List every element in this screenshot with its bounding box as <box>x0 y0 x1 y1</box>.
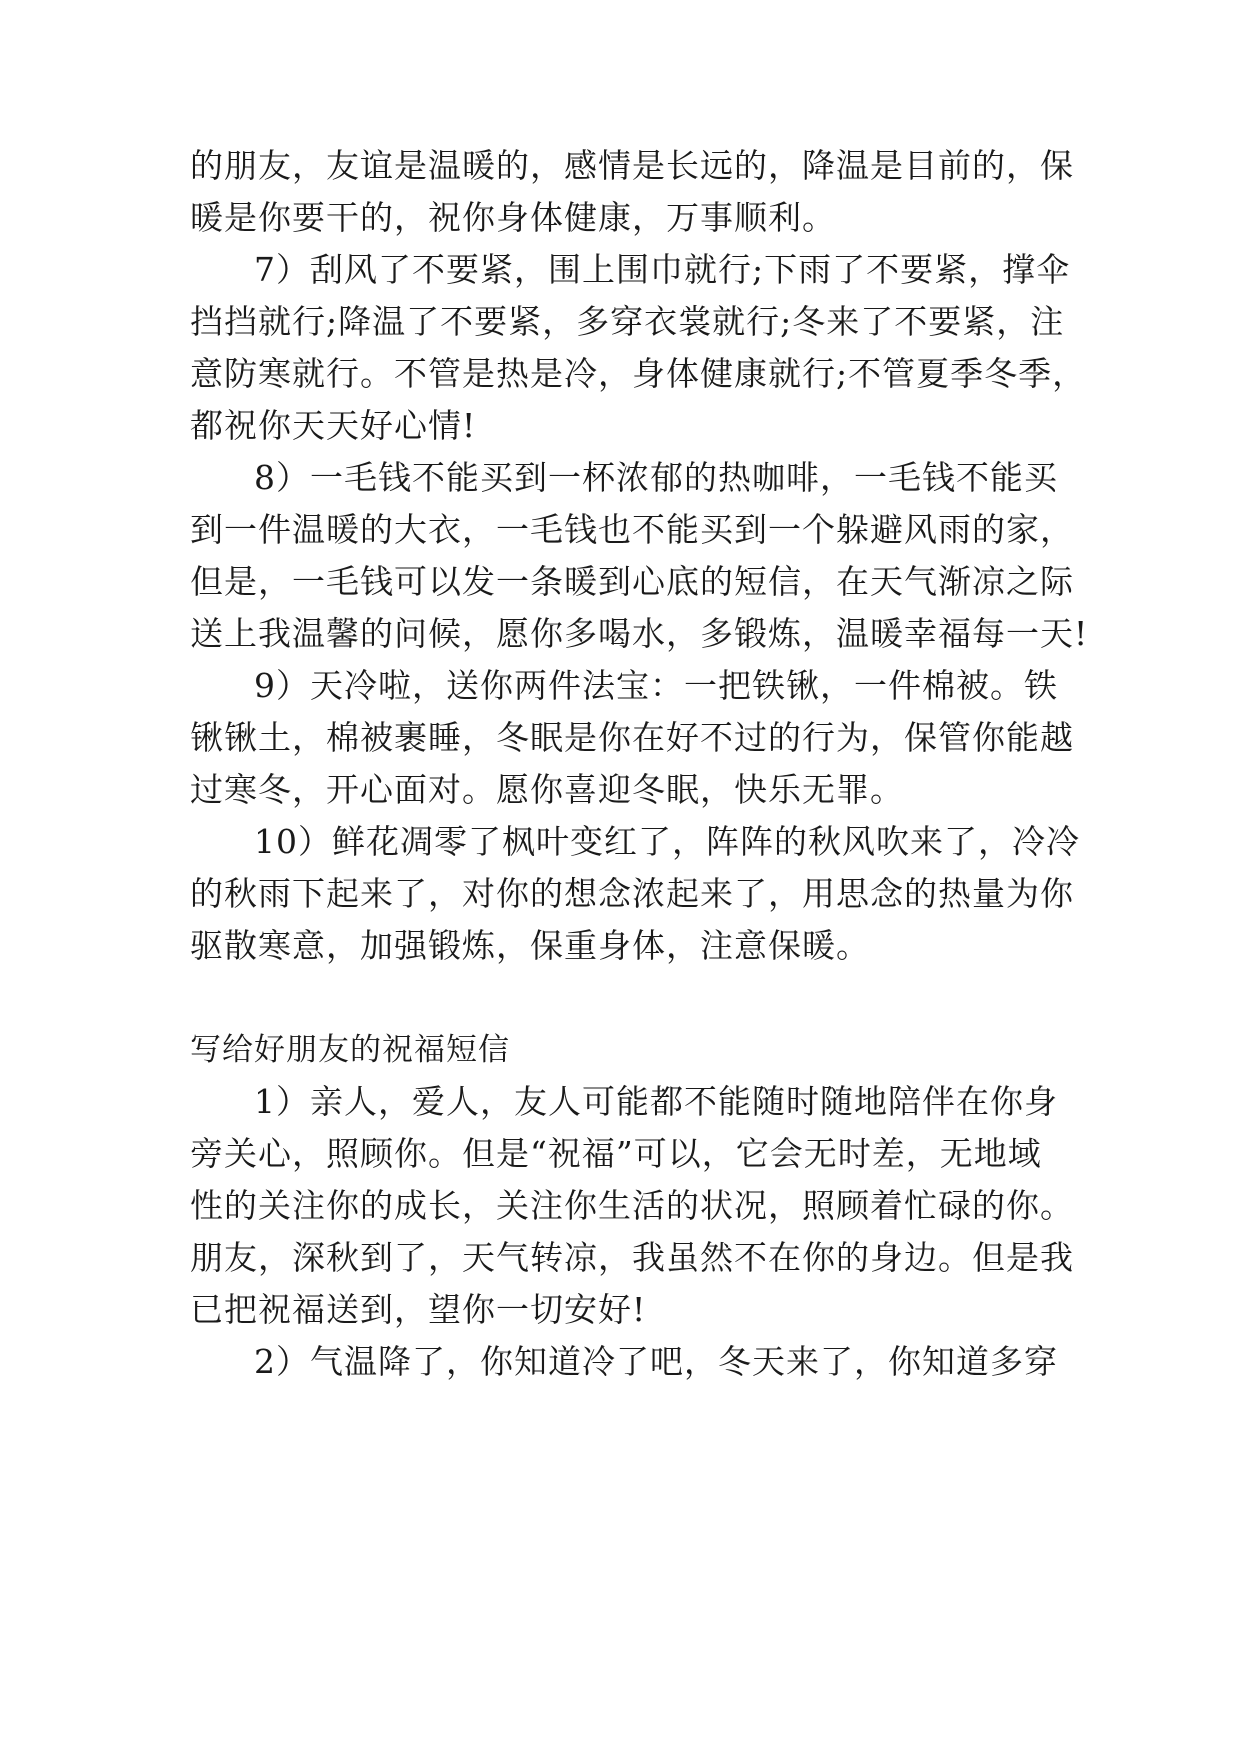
text-line: 但是，一毛钱可以发一条暖到心底的短信，在天气渐凉之际 <box>190 562 1074 601</box>
text-line: 挡挡就行;降温了不要紧，多穿衣裳就行;冬来了不要紧，注 <box>190 302 1065 341</box>
text-line: 到一件温暖的大衣，一毛钱也不能买到一个躲避风雨的家， <box>190 510 1074 549</box>
list-item-7-line: 7）刮风了不要紧，围上围巾就行;下雨了不要紧，撑伞 <box>254 250 1071 289</box>
section-heading: 写给好朋友的祝福短信 <box>190 1032 510 1068</box>
text-line: 朋友，深秋到了，天气转凉，我虽然不在你的身边。但是我 <box>190 1238 1074 1277</box>
list-item-10-line: 10）鲜花凋零了枫叶变红了，阵阵的秋风吹来了，冷冷 <box>254 822 1080 861</box>
list-item-1-line: 1）亲人，爱人，友人可能都不能随时随地陪伴在你身 <box>254 1082 1058 1121</box>
text-line: 都祝你天天好心情! <box>190 406 477 445</box>
list-item-2-line: 2）气温降了，你知道冷了吧，冬天来了，你知道多穿 <box>254 1342 1058 1381</box>
text-line: 锹锹土，棉被裹睡，冬眠是你在好不过的行为，保管你能越 <box>190 718 1074 757</box>
text-line: 驱散寒意，加强锻炼，保重身体，注意保暖。 <box>190 926 870 965</box>
text-line: 已把祝福送到，望你一切安好! <box>190 1290 647 1329</box>
text-line: 的秋雨下起来了，对你的想念浓起来了，用思念的热量为你 <box>190 874 1074 913</box>
text-line: 暖是你要干的，祝你身体健康，万事顺利。 <box>190 198 836 237</box>
text-line: 旁关心，照顾你。但是“祝福”可以，它会无时差，无地域 <box>190 1134 1042 1173</box>
text-line: 性的关注你的成长，关注你生活的状况，照顾着忙碌的你。 <box>190 1186 1074 1225</box>
text-line: 的朋友，友谊是温暖的，感情是长远的，降温是目前的，保 <box>190 146 1074 185</box>
text-line: 意防寒就行。不管是热是冷，身体健康就行;不管夏季冬季， <box>190 354 1087 393</box>
list-item-9-line: 9）天冷啦，送你两件法宝：一把铁锹，一件棉被。铁 <box>254 666 1058 705</box>
text-line: 过寒冬，开心面对。愿你喜迎冬眠，快乐无罪。 <box>190 770 904 809</box>
text-line: 送上我温馨的问候，愿你多喝水，多锻炼，温暖幸福每一天! <box>190 614 1089 653</box>
list-item-8-line: 8）一毛钱不能买到一杯浓郁的热咖啡，一毛钱不能买 <box>254 458 1058 497</box>
